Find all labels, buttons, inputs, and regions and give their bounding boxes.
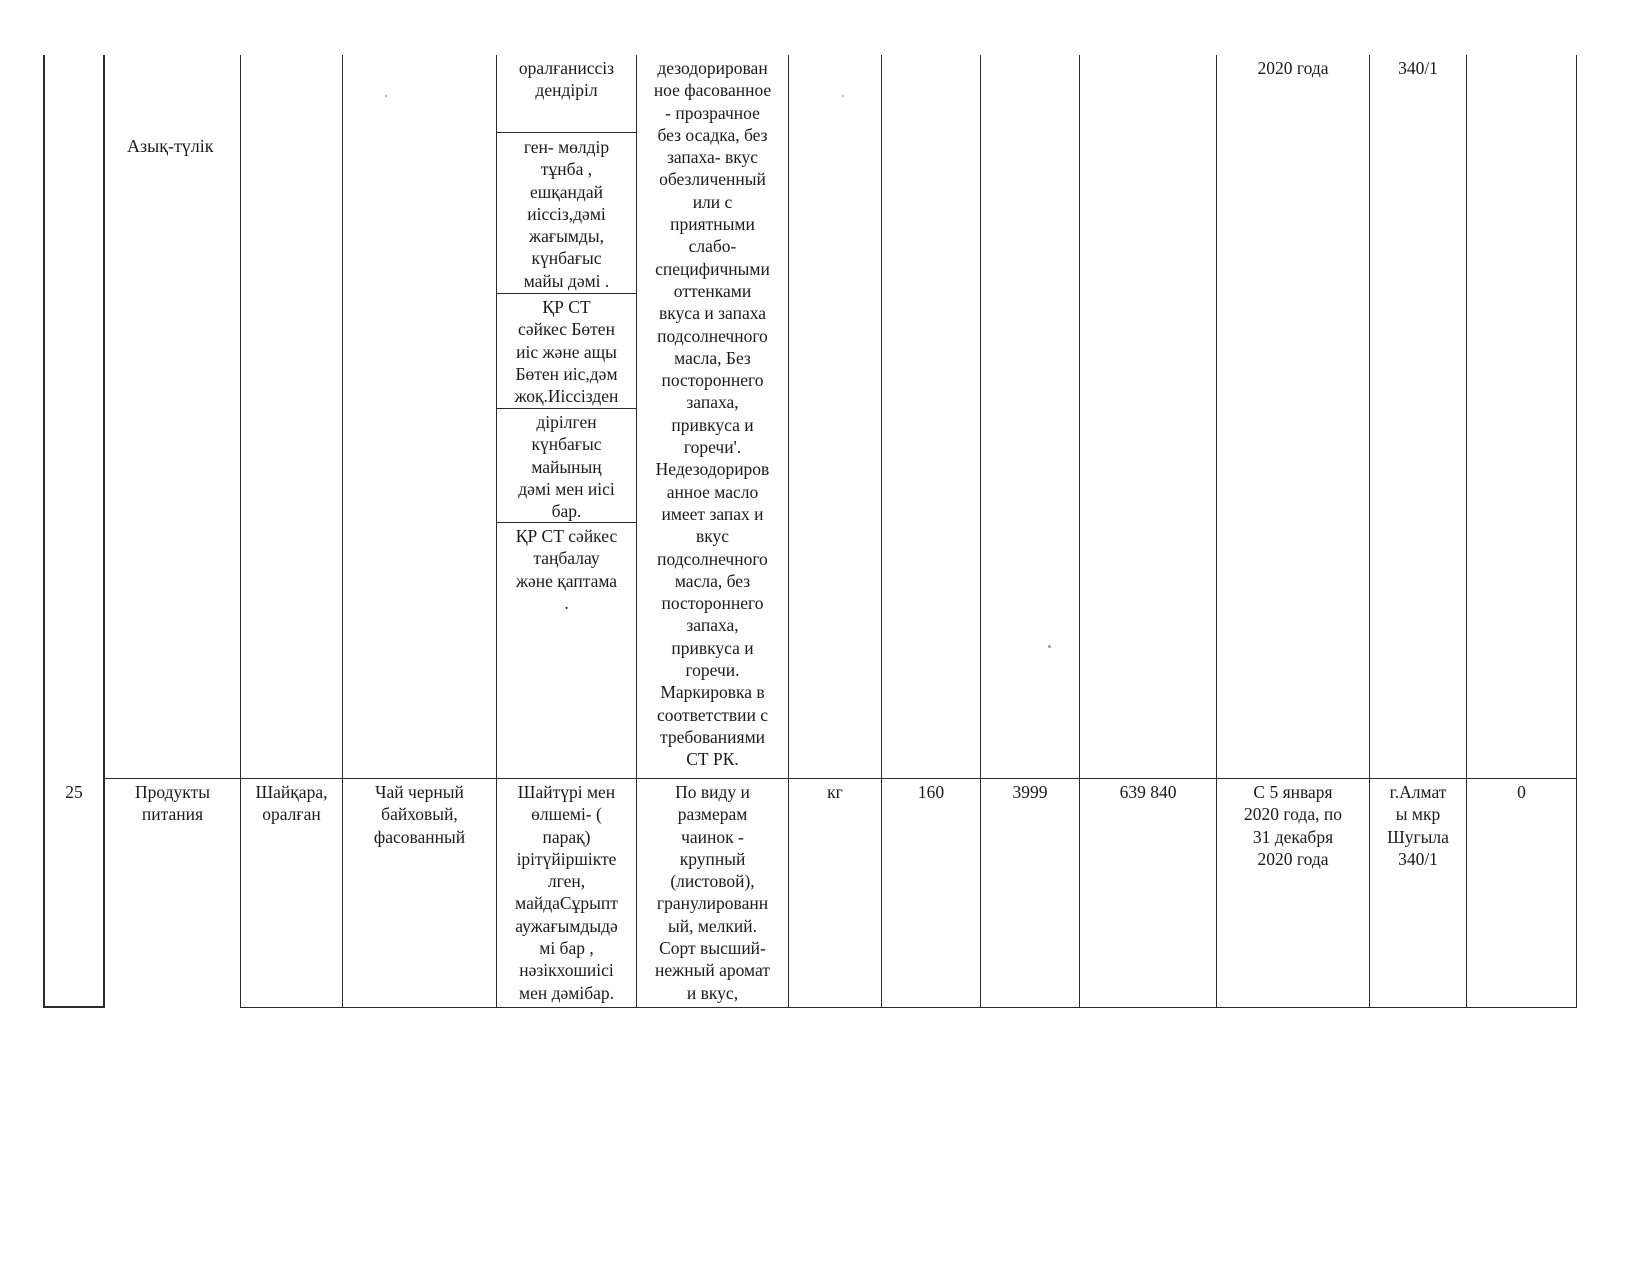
table-line xyxy=(240,1007,1576,1008)
scan-speck xyxy=(385,95,387,97)
table-line xyxy=(240,55,241,1008)
row-number-cell: 25 xyxy=(65,782,83,802)
table-line xyxy=(980,55,981,1008)
table-line xyxy=(43,1006,105,1008)
description-kz-cell: Шайтүрі мен өлшемі- ( парақ) ірітүйіршікте лген, майдаСұрыпт аужағымдыдә мі бар , нәзікхошиісі мен дәмібар. xyxy=(515,782,618,1003)
unit-cell: кг xyxy=(827,782,843,802)
table-line xyxy=(1466,55,1467,1008)
upper-kz-part-5: ҚР СТ сәйкес таңбалау және қаптама . xyxy=(515,526,618,613)
period-cell: С 5 января 2020 года, по 31 декабря 2020 года xyxy=(1244,782,1342,869)
table-line xyxy=(881,55,882,1008)
quantity-cell: 160 xyxy=(917,782,945,802)
table-line xyxy=(496,55,497,1008)
upper-address-cell: 340/1 xyxy=(1398,58,1438,78)
table-line xyxy=(103,778,1576,779)
scan-speck xyxy=(842,95,844,97)
table-line xyxy=(43,55,45,1008)
table-line xyxy=(1369,55,1370,1008)
table-line xyxy=(496,132,636,133)
upper-ru-description: дезодорирован ное фасованное - прозрачное без осадка, без запаха- вкус обезличенный или с приятными слабо- специфичными оттенками вкуса и запаха подсолнечного масла, Без постороннего запаха, привкуса и горечи'. Недезодориров анное масло имеет запах и вкус подсолнечного масла, без постороннего запаха, привкуса и горечи. Маркировка в соответствии с требованиями СТ РК. xyxy=(653,58,772,770)
advance-cell: 0 xyxy=(1517,782,1526,802)
table-line xyxy=(496,408,636,409)
category-cell: Продукты питания xyxy=(135,782,210,825)
table-line xyxy=(103,55,105,1008)
upper-category-cell: Азық-түлік xyxy=(127,136,214,156)
address-cell: г.Алмат ы мкр Шугыла 340/1 xyxy=(1387,782,1449,869)
name-kz-cell: Шайқара, оралған xyxy=(255,782,328,825)
table-line xyxy=(1576,55,1577,1008)
upper-kz-part-3: ҚР СТ сәйкес Бөтен иіс және ащы Бөтен иіс,дәм жоқ.Иіссізден xyxy=(514,297,619,407)
table-line xyxy=(636,55,637,1008)
table-line xyxy=(1079,55,1080,1008)
table-line xyxy=(1216,55,1217,1008)
name-ru-cell: Чай черный байховый, фасованный xyxy=(373,782,466,847)
sum-cell: 639 840 xyxy=(1119,782,1177,802)
table-line xyxy=(342,55,343,1008)
description-ru-cell: По виду и размерам чаинок - крупный (листовой), гранулированн ый, мелкий. Сорт высший- нежный аромат и вкус, xyxy=(655,782,770,1003)
table-line xyxy=(496,293,636,294)
scan-speck xyxy=(1048,645,1051,648)
upper-kz-part-2: ген- мөлдір тұнба , ешқандай иіссіз,дәмі жағымды, күнбағыс майы дәмі . xyxy=(523,137,610,291)
table-line xyxy=(788,55,789,1008)
upper-kz-part-1: оралғаниссіз дендіріл xyxy=(518,58,615,101)
price-cell: 3999 xyxy=(1012,782,1048,802)
upper-kz-part-4: дірілген күнбағыс майының дәмі мен иісі бар. xyxy=(518,412,615,522)
upper-period-cell: 2020 года xyxy=(1257,58,1329,78)
